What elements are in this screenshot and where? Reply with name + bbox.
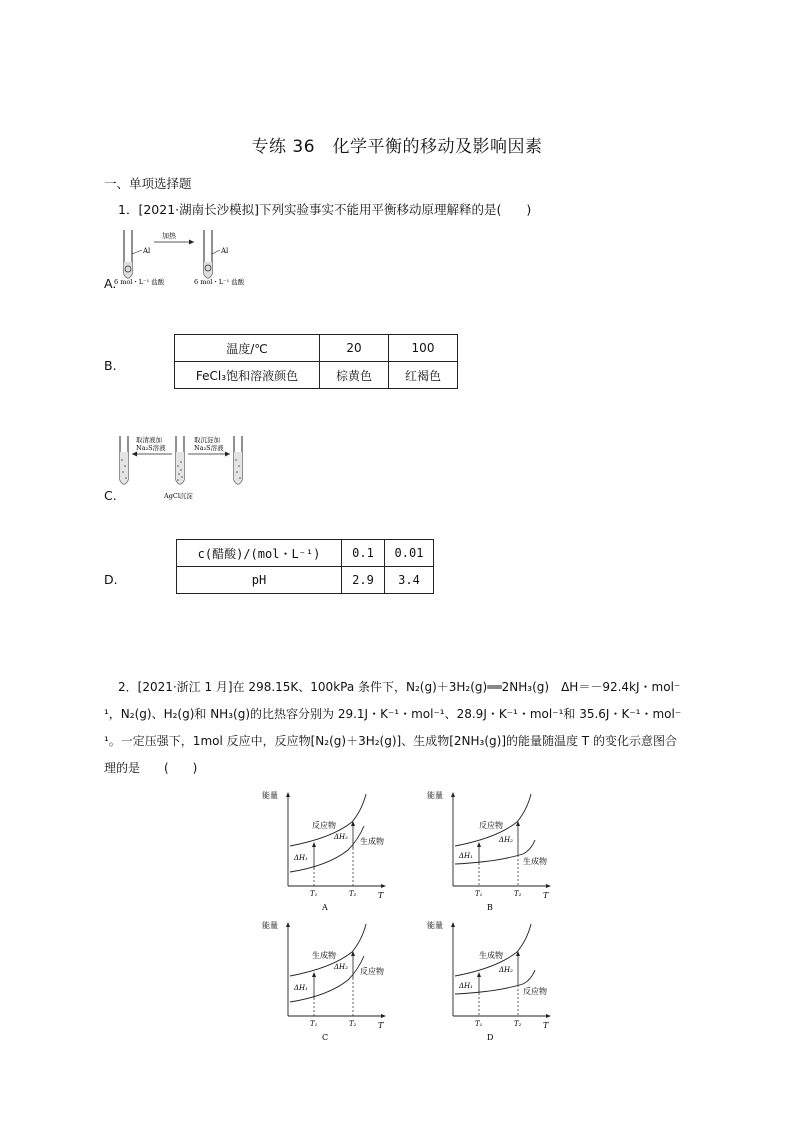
section-heading: 一、单项选择题 [104,176,192,191]
q2-energy-graphs [262,786,562,1048]
upper-curve-label: 反应物 [312,821,336,830]
q1-option-b-table [174,334,458,389]
upper-curve [455,794,531,846]
x-axis-arrow [381,1014,386,1018]
upper-curve-label: 生成物 [312,951,336,960]
q2-line-2: ¹，N₂(g)、H₂(g)和 NH₃(g)的比热容分别为 29.1J・K⁻¹・mol⁻¹、28.9J・K⁻¹・mol⁻¹和 35.6J・K⁻¹・mol⁻ [104,707,682,721]
y-axis-arrow [286,792,290,797]
metal-label-left: Al [143,247,151,255]
q1-option-c-label: C. [104,488,117,503]
y-axis-label: 能量 [262,791,278,800]
lower-curve-label: 生成物 [523,857,547,866]
lower-curve-label: 反应物 [523,987,547,996]
panel-caption-d: D [487,1033,494,1042]
table-row [177,567,434,594]
delta-h1-arrowhead [312,842,316,847]
delta-h1-arrowhead [312,972,316,977]
x-axis-arrow [381,884,386,888]
delta-h2-label: ΔH₂ [499,966,513,974]
heating-label: 加热 [162,232,176,240]
delta-h2-label: ΔH₂ [499,836,513,844]
x-axis-label: T [378,891,384,900]
table-cell: 3.4 [385,567,434,594]
upper-curve [290,924,366,976]
y-axis-label: 能量 [427,791,443,800]
table-cell: 2.9 [342,567,385,594]
table-cell: 红褐色 [389,362,458,389]
panel-caption-a: A [322,903,328,912]
x-axis-arrow [546,884,551,888]
delta-h1-arrowhead [477,842,481,847]
table-row [177,540,434,567]
t2-label: T₂ [349,1020,357,1028]
test-tube-left [124,230,132,278]
agcl-precipitate-label: AgCl沉淀 [164,492,193,500]
lower-curve-label: 生成物 [360,837,384,846]
q2-line-3: ¹。一定压强下，1mol 反应中，反应物[N₂(g)＋3H₂(g)]、生成物[2NH₃(g)]的能量随温度 T 的变化示意图合 [104,734,677,748]
table-row [175,362,458,389]
table-cell: c(醋酸)/(mol・L⁻¹) [177,540,342,567]
table-cell: 0.1 [342,540,385,567]
table-cell: pH [177,567,342,594]
panel-caption-b: B [487,903,493,912]
delta-h1-label: ΔH₁ [459,982,473,990]
y-axis-arrow [286,922,290,927]
y-axis-arrow [451,792,455,797]
graph-panel-c [262,920,386,1042]
q2-line-1: 2．[2021·浙江 1 月]在 298.15K、100kPa 条件下，N₂(g)＋3H₂(g)══2NH₃(g) ΔH＝－92.4kJ・mol⁻ [118,680,681,694]
graph-panel-b [427,790,551,912]
x-axis-label: T [378,1021,384,1030]
q1-option-d-label: D. [104,572,118,587]
t1-label: T₁ [310,1020,318,1028]
c-left-arrow-line2: Na₂S溶液 [136,444,166,452]
graph-panel-a [262,790,386,912]
t2-label: T₂ [349,890,357,898]
delta-h2-label: ΔH₂ [334,963,348,971]
solution-label-right: 6 mol・L⁻¹ 盐酸 [194,278,245,286]
q1-option-d-table [176,539,434,594]
t1-label: T₁ [310,890,318,898]
metal-label-right: Al [221,247,229,255]
page-title: 专练 36 化学平衡的移动及影响因素 [251,137,543,157]
panel-caption-c: C [322,1033,329,1042]
t1-label: T₁ [475,890,483,898]
delta-h2-label: ΔH₂ [334,833,348,841]
q1-stem: 1．[2021·湖南长沙模拟]下列实验事实不能用平衡移动原理解释的是( ) [118,202,532,217]
q1-option-a-diagram [114,224,254,290]
table-cell: 20 [320,335,389,362]
delta-h1-label: ΔH₁ [459,852,473,860]
table-cell: FeCl₃饱和溶液颜色 [175,362,320,389]
x-axis-label: T [543,891,549,900]
q1-option-b-label: B. [104,358,117,373]
table-cell: 棕黄色 [320,362,389,389]
q1-option-c-diagram [114,430,254,502]
x-axis-arrow [546,1014,551,1018]
y-axis-arrow [451,922,455,927]
test-tube-right [204,230,212,278]
t1-label: T₁ [475,1020,483,1028]
delta-h1-arrowhead [477,972,481,977]
table-cell: 0.01 [385,540,434,567]
upper-curve-label: 生成物 [479,951,503,960]
solution-label-left: 6 mol・L⁻¹ 盐酸 [114,278,165,286]
lower-curve-label: 反应物 [360,967,384,976]
graph-panel-d [427,920,551,1042]
table-cell: 温度/℃ [175,335,320,362]
table-cell: 100 [389,335,458,362]
c-right-arrow-line1: 取沉淀加 [194,436,220,444]
q1-option-a-label: A. [104,276,117,291]
delta-h1-label: ΔH₁ [294,854,308,862]
table-row [175,335,458,362]
upper-curve-label: 反应物 [479,821,503,830]
q2-line-4: 理的是 ( ) [104,761,198,775]
x-axis-label: T [543,1021,549,1030]
upper-curve [290,794,366,846]
t2-label: T₂ [514,1020,522,1028]
upper-curve [455,924,531,976]
y-axis-label: 能量 [262,921,278,930]
delta-h1-label: ΔH₁ [294,984,308,992]
c-right-arrow-line2: Na₂S溶液 [194,444,224,452]
y-axis-label: 能量 [427,921,443,930]
t2-label: T₂ [514,890,522,898]
c-left-arrow-line1: 取清液加 [136,436,162,444]
